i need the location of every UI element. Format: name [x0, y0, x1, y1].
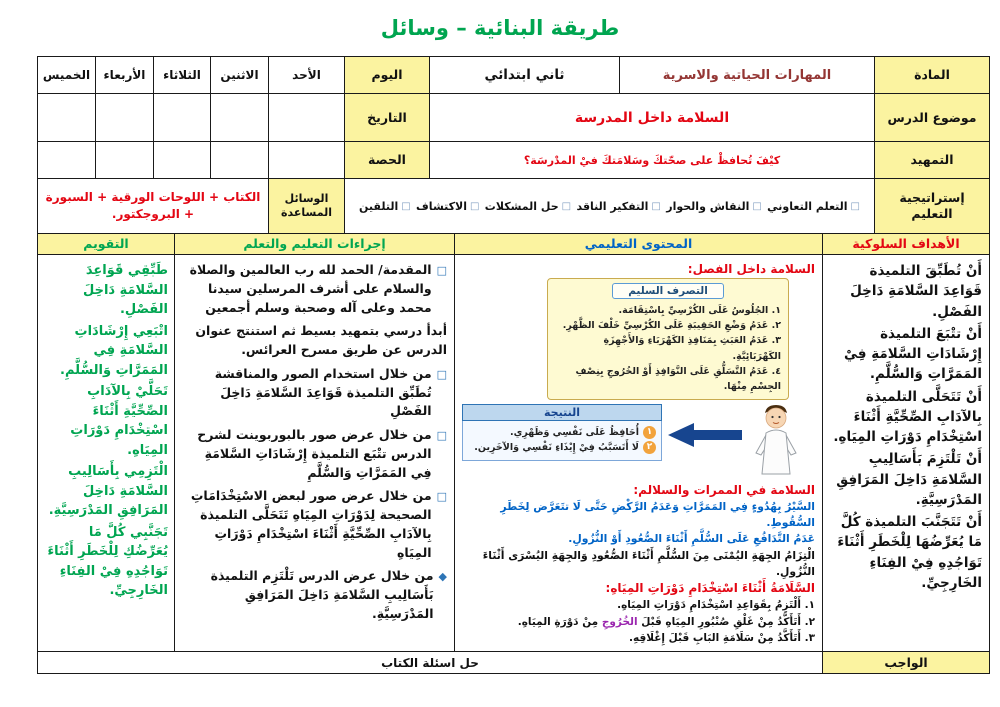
intro-label: التمهيد: [875, 142, 990, 179]
correct-behavior-title: التصرف السليم: [612, 283, 724, 299]
procedures-cell: [175, 255, 455, 652]
procedure-item: □ من خلال عرض صور لبعض الاسْتِخْدَامَاتِ الصحيحة لِدَوْرَاتِ المِيَاهِ تَتَحَلَّى التلميذة بِالآدَابِ الصِّحِّيَّةِ أَثْنَاءَ اسْتِخْدَامِ دَوْرَاتِ المِيَاهِ: [190, 488, 447, 560]
corridor-rule: عَدَمُ التَّدَافُعِ عَلَى السُّلَّمِ أَثْنَاءَ الصُّعُودِ أَوْ النُّزُولِ.: [568, 532, 815, 546]
checkbox-bullet-icon: □: [436, 367, 447, 381]
arrow-left-icon: [668, 422, 742, 452]
class-safety-heading: السلامة داخل الفصل:: [687, 262, 815, 276]
date-cell-thursday: [38, 94, 96, 142]
procedure-item: □ من خلال استخدام الصور والمناقشة تُطَبِّق التلميذة قَوَاعِدَ السَّلامَةِ دَاخِلَ الفَصْلِ: [214, 365, 447, 419]
strategy-cooperative: □ التعلم التعاوني: [767, 199, 860, 213]
objectives-header: الأهداف السلوكية: [823, 234, 990, 255]
content-header: المحتوى التعليمي: [455, 234, 823, 255]
aids-label: الوسائل المساعدة: [269, 179, 345, 234]
corridor-safety-heading: السلامة في الممرات والسلالم:: [633, 483, 815, 498]
date-cell-wednesday: [96, 94, 154, 142]
period-cell-monday: [211, 142, 269, 179]
checkbox-icon: □: [651, 200, 661, 212]
procedures-header: إجراءات التعليم والتعلم: [175, 234, 455, 255]
evaluation-item: طَبِّقِي قَوَاعِدَ السَّلامَةِ دَاخِلَ الفَصْلِ.: [83, 263, 168, 317]
page-title: طريقة البنائية – وسائل: [380, 16, 620, 40]
number-badge: ٢: [643, 441, 656, 454]
result-item: ١ أُحَافِظُ عَلَى نَفْسِي وَظَهْرِي.: [468, 425, 656, 440]
strategy-problem-solving: □ حل المشكلات: [484, 199, 572, 213]
day-monday: الاثنين: [211, 57, 269, 94]
restroom-rule: ٢. أَتَأَكَّدُ مِنْ غَلْقِ صُنْبُورِ المِيَاهِ قَبْلَ الخُرُوجِ مِنْ دَوْرَةِ المِيَاهِ.: [517, 615, 815, 628]
evaluation-item: تَحَلَّيْ بِالآدَابِ الصِّحِّيَّةِ أَثْنَاءَ اسْتِخْدَامِ دَوْرَاتِ المِيَاهِ.: [70, 384, 168, 458]
objective-item: أَنْ تَلْتَزِمَ بَأَسَالِيبِ السَّلامَةِ دَاخِلَ المَرَافِقِ المَدْرَسِيَّةِ.: [836, 451, 982, 508]
restroom-safety-heading: السَّلَامَةُ أَثْنَاءَ اسْتِخْدَامِ دَوْرَاتِ المِيَاهِ:: [605, 581, 815, 596]
period-cell-tuesday: [154, 142, 211, 179]
checkbox-icon: □: [850, 200, 860, 212]
checkbox-bullet-icon: □: [436, 264, 447, 277]
evaluation-item: اتْبَعِي إِرْشَادَاتِ السَّلامَةِ فِي المَمَرَّاتِ وَالسُّلَّمِ.: [60, 323, 168, 378]
aids-value: الكتاب + اللوحات الورقية + السبورة + البروجكتور.: [38, 179, 269, 234]
strategies-row: [347, 179, 872, 233]
result-box-body: [462, 421, 662, 460]
diamond-bullet-icon: ◆: [438, 570, 447, 584]
student-illustration: [748, 404, 804, 480]
intro-value: كيْفَ تُحافظْ على صحّتكَ وسَلامَتكَ فيْ المدْرسَة؟: [430, 142, 875, 179]
result-box: [462, 404, 662, 460]
date-cell-sunday: [269, 94, 345, 142]
checkbox-icon: □: [401, 200, 411, 212]
correct-behavior-box: [547, 278, 789, 400]
topic-value: السلامة داخل المدرسة: [430, 94, 875, 142]
period-cell-sunday: [269, 142, 345, 179]
evaluation-header: التقويم: [38, 234, 175, 255]
evaluation-item: تَجَنَّبِي كُلَّ مَا يُعَرِّضُكِ لِلْخَطَرِ أَثْنَاءَ تَوَاجُدِهِ فِيْ الفِنَاءِ الخَارِجِيِّ.: [47, 524, 168, 598]
result-item: ٢ لَا أَتَسَبَّبُ فِيْ إِيْذَاءِ نَفْسِي وَالآخَرِين.: [468, 440, 656, 455]
day-thursday: الخميس: [38, 57, 96, 94]
evaluation-cell: [38, 255, 175, 652]
strategy-critical-thinking: □ التفكير الناقد: [576, 199, 661, 213]
checkbox-icon: □: [561, 200, 572, 212]
checkbox-bullet-icon: □: [436, 429, 447, 442]
procedure-item: □ من خلال عرض صور بالبوربوينت لشرح الدرس تتْبَع التلميذة إِرْشَادَاتِ السَّلامَةِ فِي المَمَرَّاتِ وَالسُّلَّمِ: [197, 427, 447, 480]
lesson-body-table: [37, 233, 990, 674]
grade-value: ثاني ابتدائي: [430, 57, 620, 94]
day-label: اليوم: [345, 57, 430, 94]
homework-label: الواجب: [823, 652, 990, 674]
strategy-instruction: □ التلقين: [359, 199, 411, 213]
date-cell-monday: [211, 94, 269, 142]
strategy-discussion: □ النقاش والحوار: [666, 199, 762, 213]
period-cell-wednesday: [96, 142, 154, 179]
behavior-item: ٣. عَدَمُ العَبَثِ بِمَنَافِذِ الكَهْرَبَاءِ وَالأَجْهِزَةِ الكَهْرَبَائِيَّةِ.: [603, 335, 781, 362]
checkbox-bullet-icon: □: [436, 490, 447, 504]
subject-label: المادة: [875, 57, 990, 94]
date-label: التاريخ: [345, 94, 430, 142]
homework-value: حل اسئلة الكتاب: [38, 652, 823, 674]
day-wednesday: الأربعاء: [96, 57, 154, 94]
period-label: الحصة: [345, 142, 430, 179]
result-illustration-row: [462, 404, 809, 480]
procedure-item: أبدأ درسي بتمهيد بسيط ثم استنتج عنوان الدرس عن طريق مسرح العرائس.: [195, 323, 447, 357]
objective-item: أَنْ تُطَبِّقَ التلميذة قَوَاعِدَ السَّلامَةِ دَاخِلَ الفَصْلِ.: [850, 263, 982, 320]
topic-label: موضوع الدرس: [875, 94, 990, 142]
procedure-item: □ المقدمة/ الحمد لله رب العالمين والصلاة والسلام على أشرف المرسلين سيدنا محمد وعلى آله وصحبة وسلم أجمعين: [189, 262, 447, 315]
corridor-rule: السَّيْرُ بِهُدُوءٍ فِي المَمَرَّاتِ وَعَدَمُ الرَّكْضِ حَتَّى لَا تتَعَرَّض لِخَطَرِ السُّقُوطِ.: [500, 500, 815, 529]
checkbox-icon: □: [752, 200, 762, 212]
lesson-info-table: [37, 56, 990, 234]
number-badge: ١: [643, 426, 656, 439]
subject-value: المهارات الحياتية والاسرية: [620, 57, 875, 94]
highlighted-word: الخُرُوجِ: [601, 615, 638, 628]
behavior-item: ١. الجُلُوسُ عَلَى الكُرْسِيِّ بِاسْتِقَامَة.: [618, 305, 781, 316]
strategy-label: إستراتيجية التعليم: [875, 179, 990, 234]
objective-item: أَنْ تَتَجَنَّبَ التلميذة كُلَّ مَا يُعَرِّضُهَا لِلْخَطَرِ أَثْنَاءَ تَوَاجُدِهِ فِيْ الفِنَاءِ الخَارِجِيِّ.: [837, 514, 982, 591]
day-tuesday: الثلاثاء: [154, 57, 211, 94]
period-cell-thursday: [38, 142, 96, 179]
behavior-item: ٤. عَدَمُ التَّسَلُّقِ عَلَى النَّوَافِذِ أَوْ الخُرُوجِ بِنِصْفِ الجِسْمِ مِنْهَا.: [575, 365, 781, 392]
objective-item: أَنْ تَتَحَلَّى التلميذة بِالآدَابِ الصِّحِّيَّةِ أَثْنَاءَ اسْتِخْدَامِ دَوْرَاتِ المِيَاهِ.: [833, 388, 982, 445]
date-cell-tuesday: [154, 94, 211, 142]
objectives-cell: [823, 255, 990, 652]
behavior-item: ٢. عَدَمُ وَضْعِ الحَقِيبَةِ عَلَى الكُرْسِيِّ خَلْفَ الظَّهْرِ.: [562, 320, 781, 332]
evaluation-item: الْتَزِمِي بِأَسَالِيبِ السَّلامَةِ دَاخِلَ المَرَافِقِ المَدْرَسِيَّةِ.: [48, 464, 168, 518]
procedure-item: ◆ من خلال عرض الدرس تَلْتَزِم التلميذة بَأَسَالِيبِ السَّلامَةِ دَاخِلَ المَرَافِقِ المَدْرَسِيَّةِ.: [210, 568, 447, 621]
strategies-cell: [345, 179, 875, 234]
restroom-rule: ١. أَلْتَزِمُ بِقَوَاعِدِ اسْتِخْدَامِ دَوْرَاتِ المِيَاهِ.: [617, 599, 815, 612]
content-cell: [455, 255, 823, 652]
strategy-discovery: □ الاكتشاف: [416, 199, 480, 213]
day-sunday: الأحد: [269, 57, 345, 94]
restroom-rule: ٣. أَتَأَكَّدُ مِنْ سَلَامَةِ البَابِ قَبْلَ إِغْلَاقِهِ.: [629, 631, 815, 644]
checkbox-icon: □: [469, 200, 480, 212]
corridor-rule: الْتِزَامُ الجِهَةِ اليُمْنَى مِنَ السُّلَّمِ أَثْنَاءَ الصُّعُودِ وَالجِهَةِ اليُسْرَى أَثْنَاءَ النُّزُولِ.: [482, 549, 815, 578]
result-box-title: النتيجة: [462, 404, 662, 421]
objective-item: أَنْ تتْبَعَ التلميذة إِرْشَادَاتِ السَّلامَةِ فِيْ المَمَرَّاتِ وَالسُّلَّمِ.: [844, 325, 982, 383]
